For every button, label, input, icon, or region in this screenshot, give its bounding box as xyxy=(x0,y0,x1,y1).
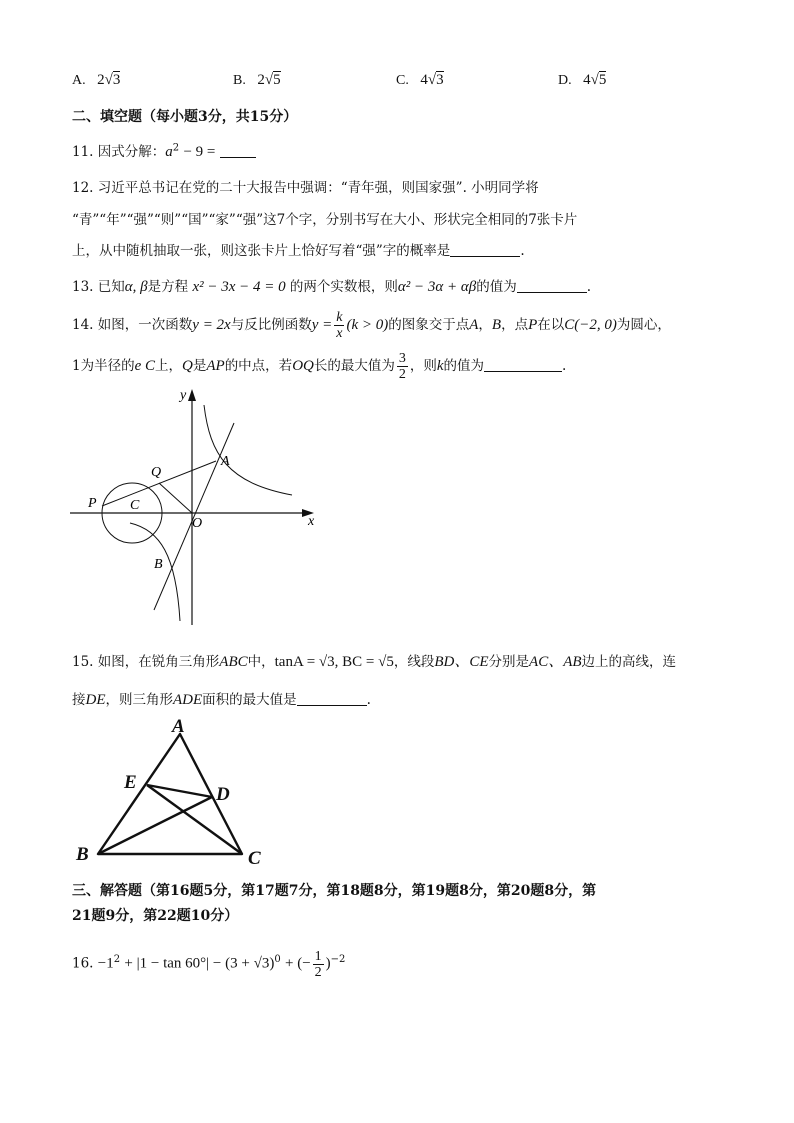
question-number: 14. xyxy=(72,317,94,333)
question-text: 因式分解： xyxy=(97,144,166,160)
choice-d xyxy=(558,72,606,89)
question-12-line-2: “青”“年”“强”“则”“国”“家”“强”这7个字，分别书写在大小、形状完全相同的7张卡片 xyxy=(72,212,578,228)
section-3-title-line-2: 21题9分，第22题10分） xyxy=(72,908,239,924)
figure-q15 xyxy=(70,712,270,872)
text: 的中点，若 xyxy=(224,358,293,374)
label-c: C xyxy=(130,498,140,513)
choice-radicand: 5 xyxy=(598,72,607,88)
text: 长的最大值为 xyxy=(313,358,395,374)
text: ，则三角形 xyxy=(105,692,173,708)
roots: α, β xyxy=(124,279,148,295)
answer-blank[interactable] xyxy=(450,242,520,257)
equation: x² − 3x − 4 = 0 xyxy=(192,279,286,295)
point-q: Q xyxy=(182,358,193,374)
segment-qo xyxy=(159,483,192,513)
text-3: 的两个实数根，则 xyxy=(289,279,398,295)
choice-coef: 2 xyxy=(97,72,105,88)
denominator: 2 xyxy=(314,964,322,980)
choice-coef: 4 xyxy=(583,72,591,88)
text: 中， xyxy=(247,654,275,670)
choice-radicand: 3 xyxy=(436,72,444,88)
expression: α² − 3α + αβ xyxy=(397,279,477,295)
label-a: A xyxy=(172,716,185,737)
text: 面积的最大值是 xyxy=(202,692,297,708)
label-e: E xyxy=(124,772,137,793)
question-text: 习近平总书记在党的二十大报告中强调：“青年强，则国家强”. 小明同学将 xyxy=(97,180,539,196)
label-d: D xyxy=(216,784,230,805)
term-2: + |1 − tan 60°| − (3 + √3) xyxy=(124,955,275,972)
choice-letter: B. xyxy=(233,73,246,88)
denominator: x xyxy=(336,326,343,341)
segment-oq: OQ xyxy=(292,358,314,374)
term-4: ) xyxy=(325,955,331,972)
section-2-title: 二、填空题（每小题3分，共15分） xyxy=(72,109,298,125)
separator: ， xyxy=(478,317,492,333)
question-text: 上，从中随机抽取一张，则这张卡片上恰好写着“强”字的概率是 xyxy=(72,243,451,259)
period: . xyxy=(562,358,567,374)
text: 分别是 xyxy=(488,654,530,670)
fraction-one-half xyxy=(313,949,324,980)
segment-bd xyxy=(98,797,212,854)
numerator: 1 xyxy=(314,948,322,964)
linear-function: y = 2x xyxy=(192,317,231,333)
period: . xyxy=(366,692,371,708)
segment-ap: AP xyxy=(206,358,225,374)
question-16 xyxy=(72,940,345,984)
choice-coef: 2 xyxy=(257,72,265,88)
question-14-line-2 xyxy=(72,349,566,383)
sqrt-sign: √ xyxy=(590,72,599,88)
inverse-function-lhs: y = xyxy=(311,317,333,333)
hyperbola-branch-1 xyxy=(204,405,292,495)
text: ，则 xyxy=(409,358,437,374)
question-12-line-3 xyxy=(72,239,525,259)
text: 1为半径的 xyxy=(72,358,135,374)
label-y: y xyxy=(180,388,187,403)
choice-letter: A. xyxy=(72,73,86,88)
choice-c xyxy=(396,72,444,89)
text: 为圆心， xyxy=(616,317,671,333)
question-15-line-1 xyxy=(72,650,676,671)
variable-k: k xyxy=(436,358,444,374)
answer-blank[interactable] xyxy=(220,143,256,158)
exponent-3: −2 xyxy=(330,954,346,965)
period: . xyxy=(586,279,592,295)
given-conditions: tanA = √3, BC = √5 xyxy=(274,654,394,670)
text: 接 xyxy=(72,692,86,708)
choice-b xyxy=(233,72,281,89)
text: 的图象交于点 xyxy=(388,317,470,333)
answer-blank[interactable] xyxy=(484,357,562,372)
numerator: 3 xyxy=(398,351,406,366)
exponent-2: 0 xyxy=(274,954,281,965)
point-c: C(−2, 0) xyxy=(564,317,617,333)
text: ，点 xyxy=(501,317,529,333)
period: . xyxy=(520,243,525,259)
expr-variable: a xyxy=(165,144,173,160)
question-14-line-1 xyxy=(72,308,671,342)
question-number: 11. xyxy=(72,144,94,160)
choice-coef: 4 xyxy=(420,72,428,88)
label-c: C xyxy=(248,848,261,869)
text-4: 的值为 xyxy=(476,279,517,295)
segments: BD、CE xyxy=(434,654,489,670)
text: 边上的高线，连 xyxy=(581,654,677,670)
label-q: Q xyxy=(151,465,162,480)
choice-radicand: 5 xyxy=(273,72,281,88)
label-a: A xyxy=(221,454,230,469)
question-15-line-2 xyxy=(72,688,371,709)
label-o: O xyxy=(192,516,203,531)
text: 的值为 xyxy=(443,358,485,374)
label-b: B xyxy=(154,557,163,572)
text: 上， xyxy=(155,358,183,374)
sides: AC、AB xyxy=(529,654,582,670)
point-b: B xyxy=(491,317,502,333)
expr-rest: − 9 = xyxy=(183,144,216,160)
y-axis-arrow xyxy=(188,389,196,401)
figure-q14 xyxy=(68,385,328,630)
circle-c: e C xyxy=(134,358,156,374)
choice-a xyxy=(72,72,120,89)
condition: (k > 0) xyxy=(346,317,389,333)
section-3-title-line-1: 三、解答题（第16题5分，第17题7分，第18题8分，第19题8分，第20题8分，第 xyxy=(72,883,597,899)
text: 如图，一次函数 xyxy=(97,317,193,333)
question-number: 12. xyxy=(72,180,94,196)
label-x: x xyxy=(308,514,315,529)
exponent-1: 2 xyxy=(113,954,121,965)
question-12-line-1 xyxy=(72,176,539,196)
point-p: P xyxy=(528,317,538,333)
choice-letter: D. xyxy=(558,73,572,88)
denominator: 2 xyxy=(398,367,406,382)
triangle-ade: ADE xyxy=(173,692,203,708)
triangle-abc: ABC xyxy=(219,654,248,670)
choice-letter: C. xyxy=(396,73,409,88)
fraction-k-over-x xyxy=(334,310,344,341)
expr-exponent: 2 xyxy=(172,142,180,154)
answer-blank[interactable] xyxy=(297,691,367,706)
sqrt-sign: √ xyxy=(427,72,437,88)
term-1: −1 xyxy=(97,955,114,972)
text: ，线段 xyxy=(393,654,435,670)
question-11 xyxy=(72,140,256,161)
sqrt-sign: √ xyxy=(264,72,274,88)
text-2: 是方程 xyxy=(147,279,189,295)
term-3: + (− xyxy=(284,955,311,972)
text: 是 xyxy=(192,358,207,374)
question-number: 16. xyxy=(72,955,94,972)
segment-de: DE xyxy=(85,692,106,708)
sqrt-sign: √ xyxy=(104,72,113,88)
question-number: 15. xyxy=(72,654,94,670)
question-number: 13. xyxy=(72,279,94,295)
question-13 xyxy=(72,275,591,296)
label-p: P xyxy=(88,496,97,511)
label-b: B xyxy=(76,844,89,865)
numerator: k xyxy=(336,310,343,325)
text-1: 已知 xyxy=(97,279,125,295)
text: 在以 xyxy=(537,317,565,333)
point-a: A xyxy=(469,317,479,333)
text: 与反比例函数 xyxy=(230,317,312,333)
text: 如图，在锐角三角形 xyxy=(97,654,220,670)
choice-radicand: 3 xyxy=(112,72,121,88)
hyperbola-branch-2 xyxy=(130,523,180,621)
answer-blank[interactable] xyxy=(517,278,587,293)
fraction-three-halves xyxy=(397,351,408,382)
